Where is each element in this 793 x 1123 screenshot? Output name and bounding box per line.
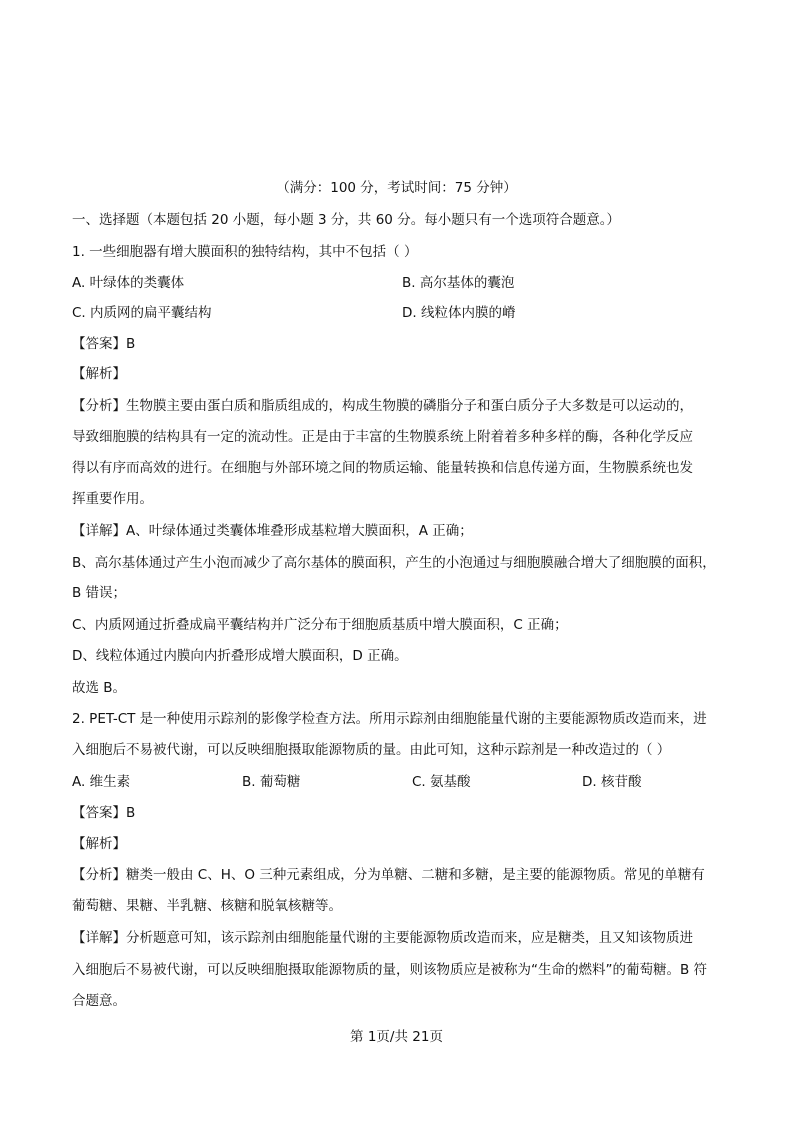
q1-detail-line: C、内质网通过折叠成扁平囊结构并广泛分布于细胞质基质中增大膜面积，C 正确； [72, 617, 568, 633]
q1-stem: 1. 一些细胞器有增大膜面积的独特结构，其中不包括（ ） [72, 244, 418, 260]
q1-analysis-line: 【分析】生物膜主要由蛋白质和脂质组成的，构成生物膜的磷脂分子和蛋白质分子大多数是可以运动的， [72, 398, 693, 414]
q2-stem-line: 2. PET-CT 是一种使用示踪剂的影像学检查方法。所用示踪剂由细胞能量代谢的主要能源物质改造而来，进 [72, 711, 707, 727]
page-footer: 第 1页/共 21页 [350, 1029, 443, 1045]
q2-answer: 【答案】B [72, 805, 136, 821]
q2-option-a: A. 维生素 [72, 774, 131, 790]
q1-option-c: C. 内质网的扁平囊结构 [72, 305, 212, 321]
q2-detail-line: 【详解】分析题意可知，该示踪剂由细胞能量代谢的主要能源物质改造而来，应是糖类，且又知该物质进 [72, 930, 693, 946]
q2-analysis-line: 【分析】糖类一般由 C、H、O 三种元素组成，分为单糖、二糖和多糖，是主要的能源物质。常见的单糖有 [72, 867, 705, 883]
q2-option-b: B. 葡萄糖 [242, 774, 301, 790]
q2-analysis-line: 葡萄糖、果糖、半乳糖、核糖和脱氧核糖等。 [72, 898, 342, 914]
exam-info: （满分：100 分，考试时间：75 分钟） [276, 180, 517, 196]
q1-detail-line: 故选 B。 [72, 680, 127, 696]
q1-detail-line: B 错误； [72, 585, 127, 601]
q1-detail-line: 【详解】A、叶绿体通过类囊体堆叠形成基粒增大膜面积，A 正确； [72, 523, 473, 539]
q2-stem-line: 入细胞后不易被代谢，可以反映细胞摄取能源物质的量。由此可知，这种示踪剂是一种改造过的（ ） [72, 742, 671, 758]
q2-analysis-title: 【解析】 [72, 836, 126, 852]
q2-detail-line: 合题意。 [72, 993, 126, 1009]
q1-analysis-line: 得以有序而高效的进行。在细胞与外部环境之间的物质运输、能量转换和信息传递方面，生物膜系统也发 [72, 460, 693, 476]
q1-answer: 【答案】B [72, 336, 136, 352]
q1-option-b: B. 高尔基体的囊泡 [402, 275, 515, 291]
q1-detail-line: D、线粒体通过内膜向内折叠形成增大膜面积，D 正确。 [72, 648, 408, 664]
q2-option-d: D. 核苷酸 [582, 774, 642, 790]
q2-option-c: C. 氨基酸 [412, 774, 471, 790]
q2-detail-line: 入细胞后不易被代谢，可以反映细胞摄取能源物质的量，则该物质应是被称为“生命的燃料”的葡萄糖。B 符 [72, 962, 708, 978]
q1-option-d: D. 线粒体内膜的嵴 [402, 305, 516, 321]
q1-analysis-line: 导致细胞膜的结构具有一定的流动性。正是由于丰富的生物膜系统上附着着多种多样的酶，各种化学反应 [72, 429, 693, 445]
q1-detail-line: B、高尔基体通过产生小泡而减少了高尔基体的膜面积，产生的小泡通过与细胞膜融合增大了细胞膜的面积， [72, 555, 716, 571]
section-title: 一、选择题（本题包括 20 小题，每小题 3 分，共 60 分。每小题只有一个选项符合题意。） [72, 212, 620, 228]
q1-analysis-line: 挥重要作用。 [72, 491, 153, 507]
q1-analysis-title: 【解析】 [72, 366, 126, 382]
q1-option-a: A. 叶绿体的类囊体 [72, 275, 185, 291]
